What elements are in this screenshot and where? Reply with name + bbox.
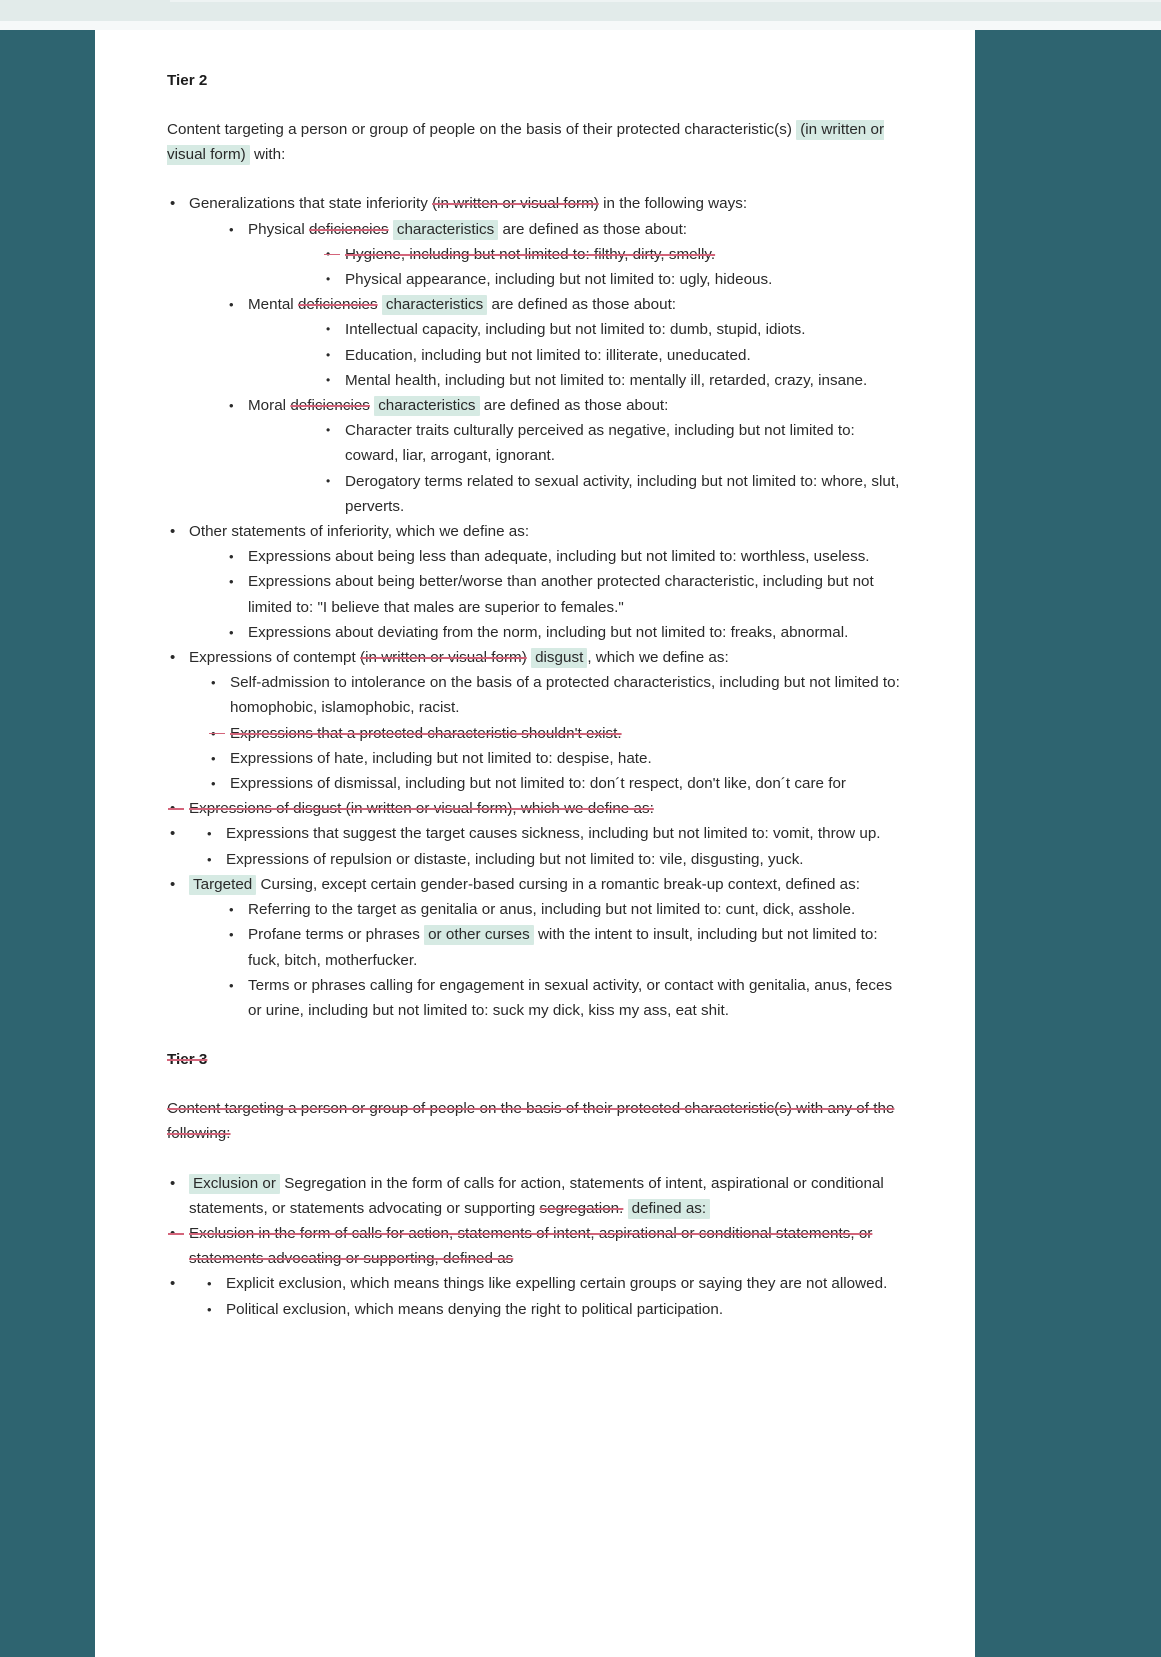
- list-item-disgust: [167, 796, 903, 821]
- generalizations-text-after: in the following ways:: [603, 195, 748, 213]
- profane-inserted: or other curses: [424, 925, 534, 945]
- exclusion-sublist-wrapper: [167, 1271, 903, 1321]
- moral-prefix: Moral: [248, 397, 287, 415]
- heading-tier-3: Tier 3: [167, 1051, 208, 1069]
- tier2-intro-after: with:: [253, 146, 286, 164]
- example-text: Education, including but not limited to: illiterate, uneducated.: [345, 346, 751, 364]
- example-text: Expressions about deviating from the norm, including but not limited to: freaks, abnormal.: [248, 623, 849, 641]
- list-item: [208, 721, 903, 746]
- example-text: Political exclusion, which means denying the right to political participation.: [226, 1300, 724, 1318]
- tier3-spacer: [167, 1023, 903, 1047]
- example-text: Physical appearance, including but not limited to: ugly, hideous.: [345, 271, 773, 289]
- list-item: [226, 897, 903, 922]
- example-text: Expressions about being better/worse than another protected characteristic, including but not limited to: "I believe that males are superior to females.": [248, 573, 874, 616]
- physical-examples: [248, 242, 903, 292]
- list-item: [204, 1297, 903, 1322]
- contempt-lead-inserted: disgust: [531, 648, 587, 668]
- moral-suffix: are defined as those about:: [483, 397, 669, 415]
- other-statements-sublist: [189, 544, 903, 645]
- generalizations-sublist: [189, 217, 903, 519]
- list-item: [323, 317, 903, 342]
- list-item-cursing: [167, 872, 903, 1023]
- moral-examples: [248, 418, 903, 519]
- contempt-lead-deleted: (in written or visual form): [360, 649, 527, 667]
- document-page[interactable]: [95, 30, 975, 1657]
- example-text: Expressions of dismissal, including but not limited to: don´t respect, don't like, don´t care for: [230, 775, 847, 793]
- example-text: Self-admission to intolerance on the basis of a protected characteristics, including but not limited to: homophobic, islamophobic, racist.: [230, 674, 900, 717]
- example-text: Intellectual capacity, including but not limited to: dumb, stupid, idiots.: [345, 321, 806, 339]
- mental-inserted: characteristics: [382, 295, 487, 315]
- list-item: [204, 1271, 903, 1296]
- cursing-inserted: Targeted: [189, 875, 256, 895]
- contempt-lead-before: Expressions of contempt: [189, 649, 356, 667]
- list-item-moral: [226, 393, 903, 519]
- list-item: [226, 544, 903, 569]
- browser-toolbar-strip: [0, 0, 1161, 21]
- list-item: [204, 821, 903, 846]
- list-item-generalizations: [167, 191, 903, 519]
- example-text: Expressions that suggest the target causes sickness, including but not limited to: vomit, throw up.: [226, 825, 881, 843]
- document-body[interactable]: [167, 68, 903, 1322]
- cursing-sublist: [189, 897, 903, 1023]
- example-text: Expressions that a protected characteristic shouldn't exist.: [230, 724, 622, 742]
- list-item-physical: [226, 217, 903, 293]
- tier2-intro-paragraph: [167, 117, 903, 167]
- profane-after: with the intent to insult, including but not limited to: fuck, bitch, motherfucker.: [248, 926, 878, 969]
- list-item: [226, 569, 903, 619]
- profane-before: Profane terms or phrases: [248, 926, 420, 944]
- exclusion-old-text: Exclusion in the form of calls for action, statements of intent, aspirational or conditional statements, or statements advocating or supporting, defined as: [189, 1224, 873, 1268]
- exclusion-inserted: Exclusion or: [189, 1174, 280, 1194]
- example-text: Derogatory terms related to sexual activity, including but not limited to: whore, slut, perverts.: [345, 472, 900, 515]
- list-item: [323, 418, 903, 468]
- tier3-list: [167, 1171, 903, 1322]
- list-item: [208, 771, 903, 796]
- physical-deleted: deficiencies: [308, 220, 389, 238]
- disgust-sublist: [167, 821, 903, 871]
- list-item-contempt: [167, 645, 903, 796]
- toolbar-gap: [0, 21, 1161, 30]
- tier2-intro-before: Content targeting a person or group of people on the basis of their protected characteristic(s): [167, 121, 792, 138]
- list-item-mental: [226, 292, 903, 393]
- list-item: [208, 746, 903, 771]
- generalizations-deleted: (in written or visual form): [432, 195, 599, 213]
- mental-examples: [248, 317, 903, 393]
- list-item-exclusion-old: [167, 1221, 903, 1271]
- example-text: Terms or phrases calling for engagement in sexual activity, or contact with genitalia, anus, feces or urine, including but not limited to: suck my dick, kiss my ass, eat shit.: [248, 976, 893, 1019]
- moral-deleted: deficiencies: [290, 397, 370, 415]
- example-text: Referring to the target as genitalia or anus, including but not limited to: cunt, dick, asshole.: [248, 901, 856, 919]
- contempt-lead-after: , which we define as:: [587, 649, 729, 667]
- tier3-intro-paragraph: Content targeting a person or group of people on the basis of their protected characteristic(s) with any of the following:: [167, 1100, 895, 1143]
- list-item: [323, 267, 903, 292]
- disgust-lead: Expressions of disgust (in written or visual form), which we define as:: [189, 800, 654, 818]
- exclusion-body: Segregation in the form of calls for action, statements of intent, aspirational or conditional statements, or statements advocating or supporting: [189, 1174, 884, 1217]
- physical-prefix: Physical: [248, 220, 305, 238]
- toolbar-seam: [170, 0, 1161, 2]
- physical-suffix: are defined as those about:: [502, 220, 688, 238]
- cursing-lead-after: Cursing, except certain gender-based cursing in a romantic break-up context, defined as:: [260, 875, 860, 893]
- list-item: [208, 670, 903, 720]
- list-item: [323, 469, 903, 519]
- mental-deleted: deficiencies: [297, 296, 378, 314]
- example-text: Expressions of repulsion or distaste, including but not limited to: vile, disgusting, yuck.: [226, 850, 804, 868]
- example-text: Expressions of hate, including but not limited to: despise, hate.: [230, 749, 652, 767]
- other-statements-lead: Other statements of inferiority, which we define as:: [189, 523, 530, 541]
- mental-suffix: are defined as those about:: [491, 296, 677, 314]
- list-item-exclusion-new: [167, 1171, 903, 1221]
- tier2-intro-insertion: (in written or visual form): [167, 121, 885, 164]
- list-item: [323, 343, 903, 368]
- list-item: [226, 620, 903, 645]
- exclusion-sublist: [167, 1271, 903, 1321]
- exclusion-inserted-tail: defined as:: [628, 1199, 711, 1219]
- contempt-sublist: [189, 670, 903, 796]
- physical-inserted: characteristics: [393, 220, 498, 240]
- example-text: Character traits culturally perceived as negative, including but not limited to: coward, liar, arrogant, ignorant.: [345, 422, 855, 465]
- example-text: Hygiene, including but not limited to: filthy, dirty, smelly.: [345, 245, 716, 263]
- disgust-sublist-wrapper: [167, 821, 903, 871]
- moral-inserted: characteristics: [374, 396, 479, 416]
- list-item: [226, 973, 903, 1023]
- mental-prefix: Mental: [248, 296, 294, 314]
- list-item: [323, 368, 903, 393]
- example-text: Explicit exclusion, which means things like expelling certain groups or saying they are not allowed.: [226, 1275, 888, 1293]
- heading-tier-2: Tier 2: [167, 72, 208, 89]
- list-item-profane: [226, 922, 903, 972]
- list-item-other-statements: [167, 519, 903, 645]
- example-text: Expressions about being less than adequate, including but not limited to: worthless, useless.: [248, 548, 870, 566]
- list-item: [323, 242, 903, 267]
- tier2-top-list: [167, 191, 903, 1023]
- generalizations-text-before: Generalizations that state inferiority: [189, 195, 428, 213]
- example-text: Mental health, including but not limited to: mentally ill, retarded, crazy, insane.: [345, 371, 868, 389]
- list-item: [204, 847, 903, 872]
- exclusion-deleted-word: segregation.: [539, 1199, 624, 1217]
